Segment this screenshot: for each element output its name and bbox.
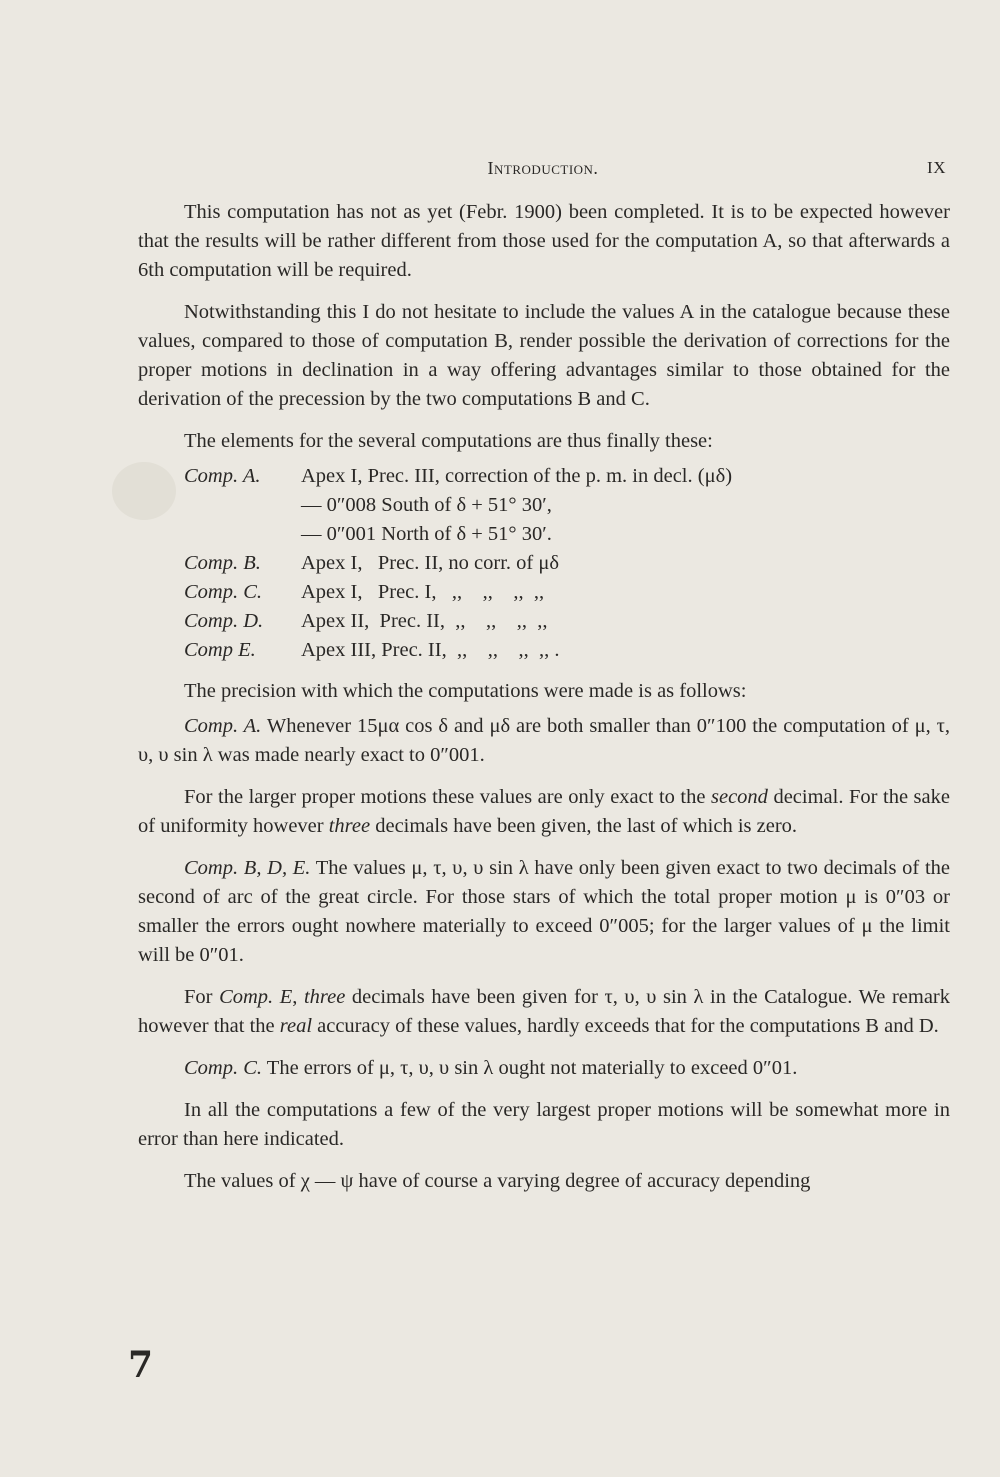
paragraph-10: In all the computations a few of the very largest proper motions will be somewhat more in error than here indicated. [138,1099,950,1150]
text-run: decimals have been given, the last of which is zero. [370,815,798,837]
paragraph-8 [138,983,950,1041]
comp-label: Comp. A. [184,715,262,737]
paragraph-1: This computation has not as yet (Febr. 1900) been completed. It is to be expected however that the results will be rather different from those used for the computation A, so that afterwards a 6th computation will be required. [138,201,950,281]
signature-mark: 7 [128,1344,154,1386]
computation-row [184,607,732,636]
computation-elements: Apex I, Prec. II, no corr. of μδ [301,552,560,574]
paragraph-7-text: The values μ, τ, υ, υ sin λ have only been given exact to two decimals of the second of arc of the great circle. For those stars of which the total proper motion μ is 0″03 or smaller the errors ought nowhere materially to exceed 0″005; for the larger values of μ the limit will be 0″01. [138,857,950,966]
computation-label [184,491,301,520]
page-number: IX [927,158,946,177]
computation-label: Comp. A. [184,465,261,487]
text-run: , [292,986,304,1008]
computation-row [184,491,732,520]
emphasis: Comp. E [219,986,293,1008]
computation-label: Comp. B. [184,552,261,574]
computation-label: Comp. C. [184,581,263,603]
computation-label: Comp. D. [184,610,264,632]
paragraph-7 [138,854,950,970]
comp-label: Comp. B, D, E. [184,857,311,879]
paragraph-5-text: Whenever 15μα cos δ and μδ are both smaller than 0″100 the computation of μ, τ, υ, υ sin λ was made nearly exact to 0″001. [138,715,950,766]
computation-elements: Apex III, Prec. II, ,, ,, ,, ,, . [301,639,560,661]
computation-elements: — 0″001 North of δ + 51° 30′. [301,523,552,545]
paragraph-9 [138,1054,950,1083]
paragraph-6 [138,783,950,841]
paragraph-4: The precision with which the computations were made is as follows: [184,680,747,702]
emphasis: real [279,1015,313,1037]
computation-row [184,462,732,491]
computation-elements: Apex I, Prec. I, ,, ,, ,, ,, [301,581,545,603]
text-run: accuracy of these values, hardly exceeds that for the computations B and D. [312,1015,939,1037]
computation-row [184,578,732,607]
text-run: For [184,986,220,1008]
computation-elements: — 0″008 South of δ + 51° 30′, [301,494,552,516]
text-run: For the larger proper motions these values are only exact to the [184,786,711,808]
body-text [138,198,950,1209]
computation-elements: Apex II, Prec. II, ,, ,, ,, ,, [301,610,548,632]
running-title: Introduction. [487,158,599,178]
emphasis: three [328,815,371,837]
paragraph-11: The values of χ — ψ have of course a varying degree of accuracy depending [184,1170,811,1192]
computation-row [184,549,732,578]
computations-table [184,462,732,665]
paragraph-2: Notwithstanding this I do not hesitate to include the values A in the catalogue because these values, compared to those of computation B, render possible the derivation of corrections for the proper motions in declination in a way offering advantages similar to those obtained for the derivation of the precession by the two computations B and C. [138,301,950,410]
text-run: decimals have been given for τ, υ, υ sin λ in the Catalogue. We remark however that the [138,986,951,1037]
paragraph-5 [138,712,950,770]
emphasis: three [303,986,346,1008]
emphasis: second [711,786,768,808]
paragraph-3: The elements for the several computations are thus finally these: [184,430,713,452]
paragraph-9-text: The errors of μ, τ, υ, υ sin λ ought not materially to exceed 0″01. [266,1057,798,1079]
comp-label: Comp. C. [184,1057,263,1079]
text-run: decimal. For the sake of uniformity however [138,786,950,837]
computation-row [184,636,732,665]
computation-label: Comp E. [184,639,256,661]
computation-elements: Apex I, Prec. III, correction of the p. m. in decl. (μδ) [301,465,733,487]
computation-label [184,520,301,549]
computation-row [184,520,732,549]
